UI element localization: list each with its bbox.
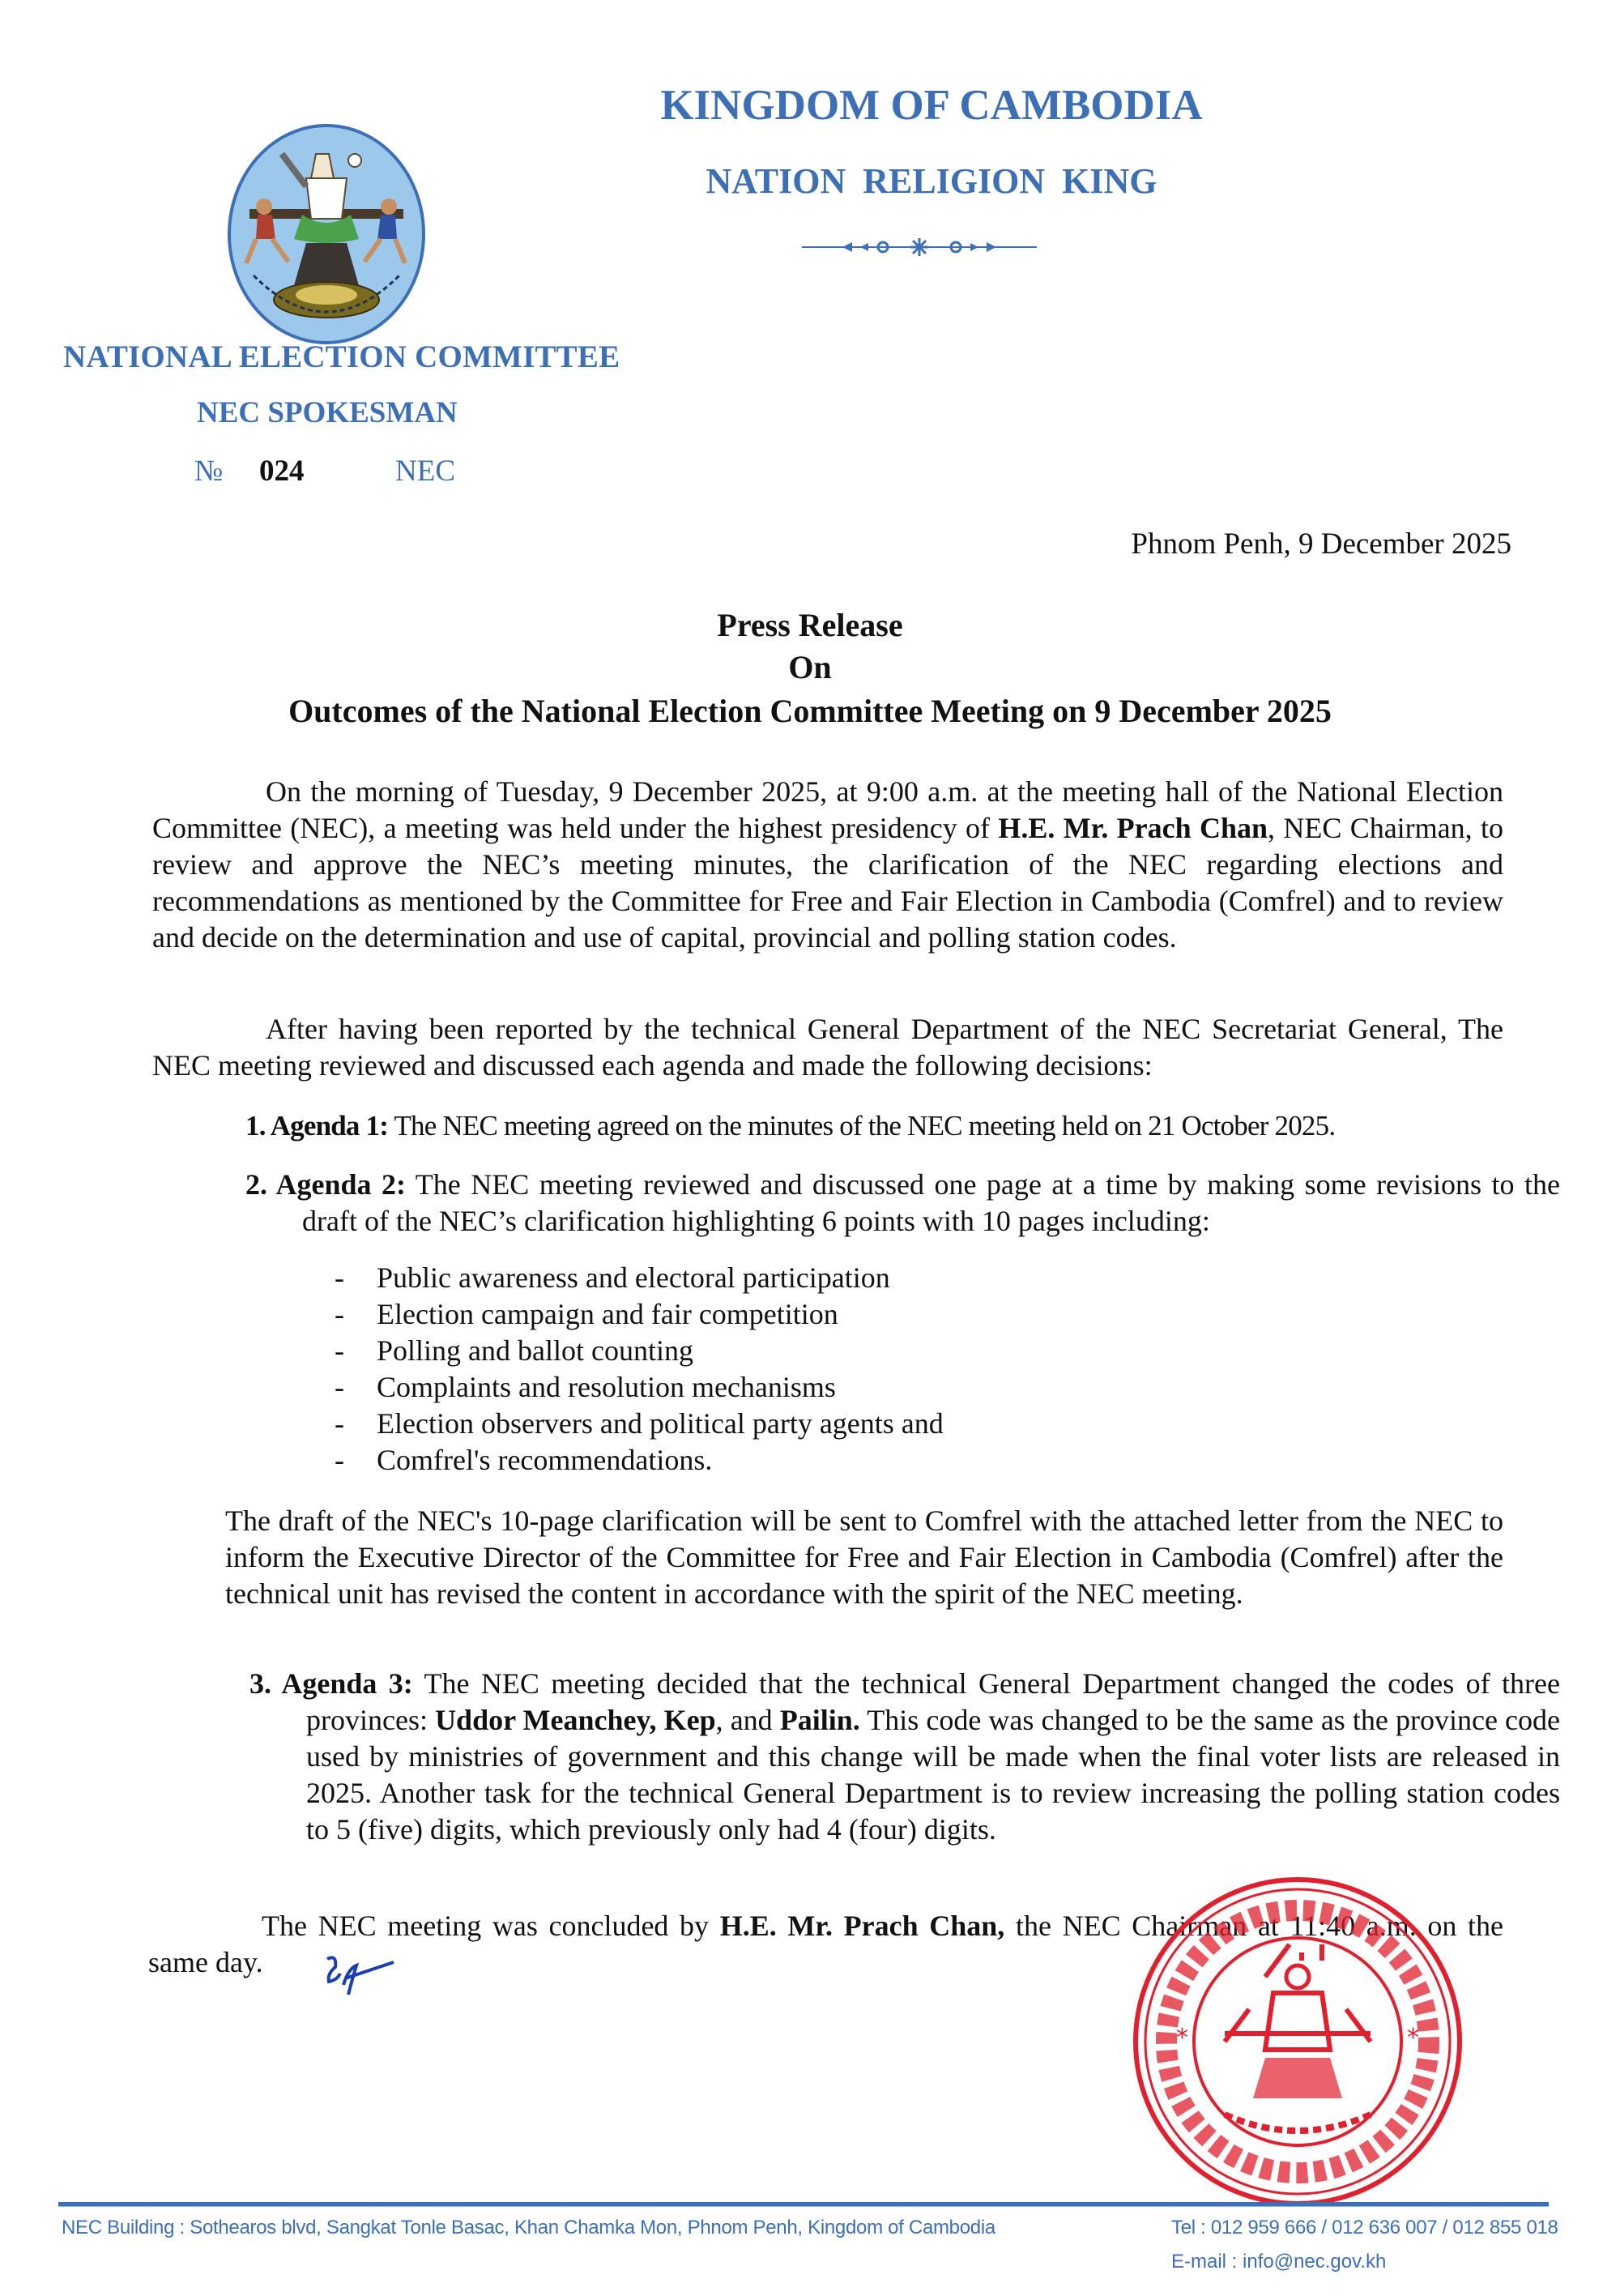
- nec-emblem-icon: [225, 122, 428, 347]
- list-item: - Public awareness and electoral participation: [335, 1261, 890, 1294]
- national-motto: NATION RELIGION KING: [706, 161, 1157, 201]
- province-name-pailin: Pailin.: [779, 1704, 860, 1736]
- official-seal-icon: [1128, 1871, 1468, 2212]
- svg-text:*: *: [1407, 2024, 1419, 2052]
- chairman-name: H.E. Mr. Prach Chan: [998, 812, 1268, 844]
- org-name: NATIONAL ELECTION COMMITTEE: [63, 339, 620, 374]
- list-item: - Comfrel's recommendations.: [335, 1444, 713, 1476]
- doc-title: Outcomes of the National Election Committee Meeting on 9 December 2025: [288, 693, 1332, 729]
- ref-suffix: NEC: [395, 455, 455, 488]
- signature-icon: [321, 1952, 402, 2001]
- org-unit: NEC SPOKESMAN: [197, 396, 458, 429]
- list-item: - Polling and ballot counting: [335, 1334, 693, 1367]
- clarification-paragraph: The draft of the NEC's 10-page clarification will be sent to Comfrel with the attached letter from the NEC to inform the Executive Director of the Committee for Free and Fair Election in Cambodia (Comfrel) after the technical unit has revised the content in accordance with the spirit of the NEC meeting.: [225, 1504, 1503, 1610]
- svg-text:*: *: [1176, 2024, 1188, 2052]
- report-paragraph: After having been reported by the technical General Department of the NEC Secretariat General, The NEC meeting reviewed and discussed each agenda and made the following decisions:: [152, 1013, 1503, 1082]
- footer-address: NEC Building : Sothearos blvd, Sangkat Tonle Basac, Khan Chamka Mon, Phnom Penh, Kingdom of Cambodia: [62, 2217, 995, 2238]
- closing-paragraph: The NEC meeting was concluded by H.E. Mr. Prach Chan, the NEC Chairman at 11:40 a.m. on the same day.: [148, 1910, 1503, 1978]
- list-item: - Election campaign and fair competition: [335, 1298, 838, 1330]
- province-names: Uddor Meanchey, Kep: [435, 1704, 716, 1736]
- number-sign: №: [194, 455, 224, 488]
- date-line: Phnom Penh, 9 December 2025: [1131, 527, 1511, 561]
- agenda-label: 3. Agenda 3:: [249, 1667, 413, 1700]
- footer-email: E-mail : info@nec.gov.kh: [1171, 2251, 1387, 2273]
- country-heading: KINGDOM OF CAMBODIA: [660, 82, 1203, 129]
- intro-paragraph: On the morning of Tuesday, 9 December 2025, at 9:00 a.m. at the meeting hall of the National Election Committee (NEC), a meeting was held under the highest presidency of H.E. Mr. Prach Chan, NEC Chairman, to review and approve the NEC’s meeting minutes, the clarification of the NEC regarding elections and recommendations as mentioned by the Committee for Free and Fair Election in Cambodia (Comfrel) and to review and decide on the determination and use of capital, provincial and polling station codes.: [152, 775, 1503, 954]
- agenda-label: 2. Agenda 2:: [245, 1168, 406, 1201]
- chairman-name: H.E. Mr. Prach Chan,: [719, 1910, 1005, 1942]
- footer-phone: Tel : 012 959 666 / 012 636 007 / 012 855 018: [1171, 2217, 1558, 2238]
- divider-ornament-icon: [802, 237, 1037, 258]
- agenda-2-points: [335, 1260, 944, 1479]
- reference-number: [194, 454, 455, 489]
- agenda-item-1: 1. Agenda 1: The NEC meeting agreed on the minutes of the NEC meeting held on 21 October 2025.: [245, 1110, 1336, 1142]
- list-item: - Election observers and political party agents and: [335, 1407, 944, 1440]
- list-item: - Complaints and resolution mechanisms: [335, 1371, 836, 1403]
- title-connector: On: [788, 649, 832, 685]
- footer-divider: [58, 2202, 1549, 2207]
- doc-type-heading: Press Release: [717, 607, 903, 643]
- agenda-item-3: 3. Agenda 3: The NEC meeting decided that the technical General Department changed the codes of three provinces: Uddor Meanchey, Kep, and Pailin. This code was changed to be the same as the province code used by ministries of government and this change will be made when the final voter lists are released in 2025. Another task for the technical General Department is to review increasing the polling station codes to 5 (five) digits, which previously only had 4 (four) digits.: [249, 1667, 1560, 1846]
- agenda-label: 1. Agenda 1:: [245, 1110, 389, 1142]
- agenda-item-2: 2. Agenda 2: The NEC meeting reviewed and discussed one page at a time by making some revisions to the draft of the NEC’s clarification highlighting 6 points with 10 pages including:: [245, 1168, 1560, 1237]
- ref-number-value: 024: [259, 455, 305, 488]
